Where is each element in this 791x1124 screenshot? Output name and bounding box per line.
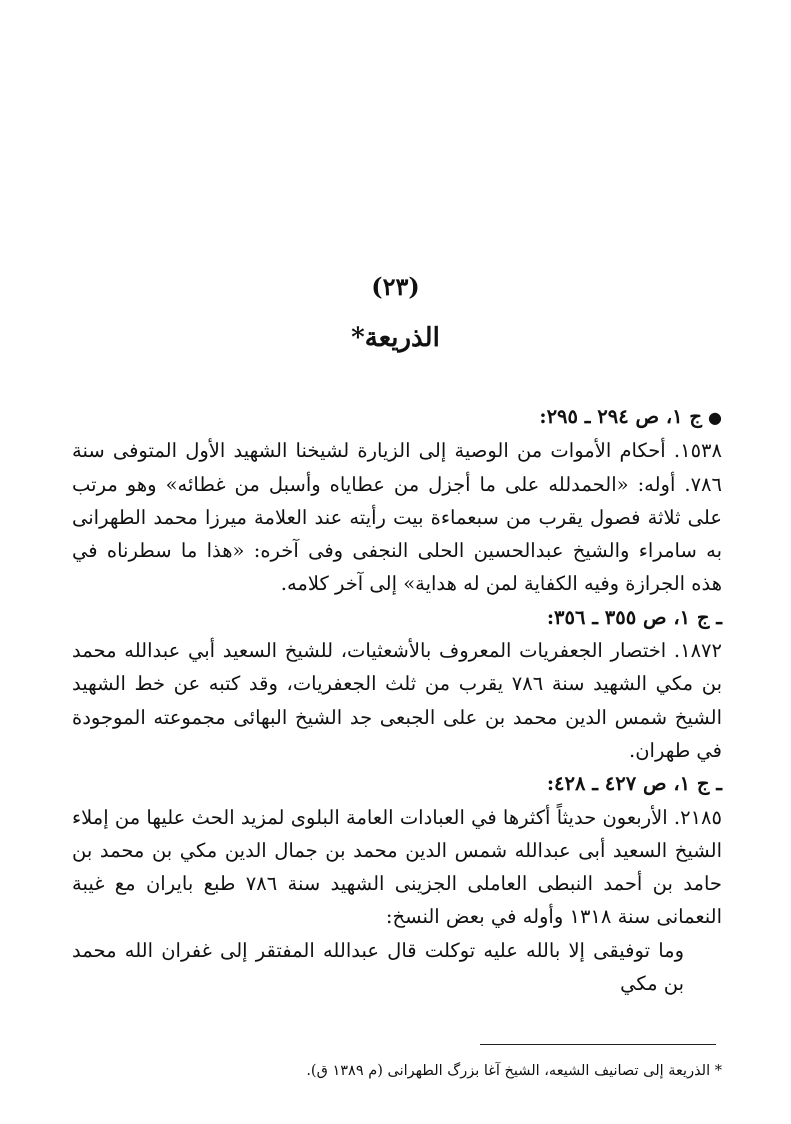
section-reference [72, 400, 722, 434]
entry-paragraph: ١٥٣٨. أحكام الأموات من الوصية إلى الزيارة لشيخنا الشهيد الأول المتوفى سنة ٧٨٦. أوله: «الحمدلله على ما أجزل من عطاياه وأسبل من غطائه» وهو مرتب على ثلاثة فصول يقرب من سبعماءة بيت رأيته عند العلامة ميرزا محمد الطهرانى به سامراء والشيخ عبدالحسين الحلى النجفى وفى آخره: «هذا ما سطرناه في هذه الجرازة وفيه الكفاية لمن له هداية» إلى آخر كلامه. [72, 439, 722, 596]
chapter-number: (٢٣) [371, 272, 420, 301]
entry-paragraph: ٢١٨٥. الأربعون حديثاً أكثرها في العبادات العامة البلوى لمزيد الحث عليها من إملاء الشيخ السعيد أبى عبدالله شمس الدين محمد بن جمال الدين مكي بن محمد بن حامد بن أحمد النبطى العاملى الجزينى الشهيد سنة ٧٨٦ طبع بايران مع غيبة النعمانى سنة ١٣١٨ وأوله في بعض النسخ: [72, 805, 722, 929]
section-reference: ـ ج ١، ص ٣٥٥ ـ ٣٥٦: [546, 605, 722, 629]
body-text [72, 400, 722, 1000]
footnote-divider [480, 1044, 716, 1045]
section-reference: ـ ج ١، ص ٤٢٧ ـ ٤٢٨: [546, 772, 722, 796]
bullet-icon: ● [708, 408, 722, 427]
entry-paragraph: ١٨٧٢. اختصار الجعفريات المعروف بالأشعثيات، للشيخ السعيد أبي عبدالله محمد بن مكي الشهيد سنة ٧٨٦ يقرب من ثلث الجعفريات، وقد كتبه عن خط الشهيد الشيخ شمس الدين محمد بن على الجبعى جد الشيخ البهائى مجموعته الموجودة في طهران. [72, 639, 722, 762]
footnote: * الذريعة إلى تصانيف الشيعه، الشيخ آغا بزرگ الطهرانى (م ١٣٨٩ ق). [306, 1063, 722, 1079]
chapter-title: الذريعة* [351, 323, 440, 353]
reference-text: ج ١، ص ٢٩٤ ـ ٢٩٥: [539, 405, 703, 428]
quoted-continuation: وما توفيقى إلا بالله عليه توكلت قال عبدالله المفتقر إلى غفران الله محمد بن مكي [72, 938, 684, 996]
